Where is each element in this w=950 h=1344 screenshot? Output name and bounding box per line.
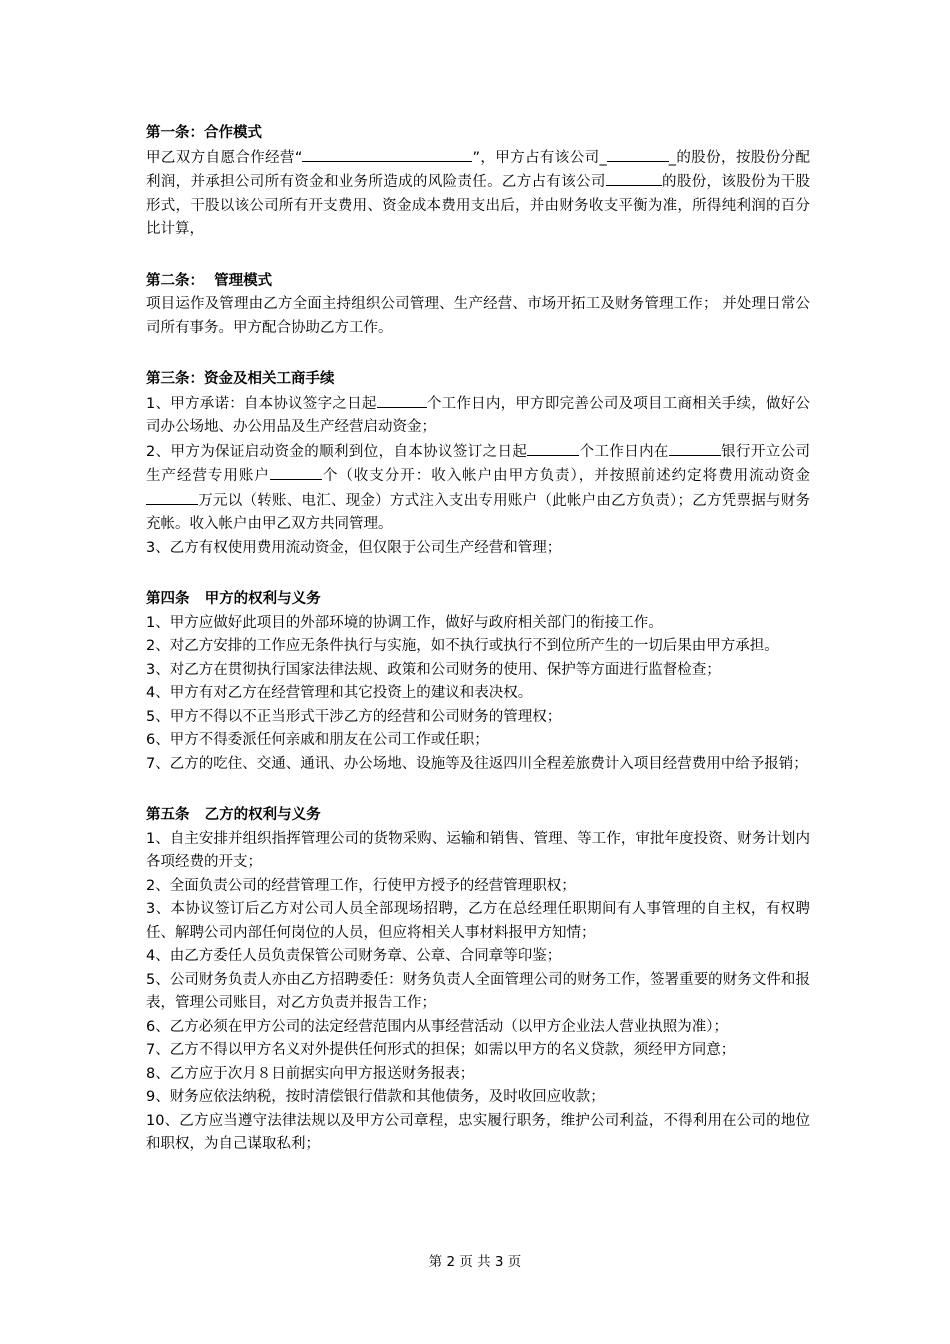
fill-in-blank xyxy=(607,146,669,162)
clause-paragraph xyxy=(146,1063,810,1087)
clause-text: 3、对乙方在贯彻执行国家法律法规、政策和公司财务的使用、保护等方面进行监督检查； xyxy=(146,661,721,678)
fill-in-blank xyxy=(302,146,472,162)
clause-paragraph xyxy=(146,898,810,945)
clause-text: 2、甲方为保证启动资金的顺利到位，自本协议签订之日起 xyxy=(146,443,528,460)
clause-paragraph xyxy=(146,875,810,899)
clause-paragraph xyxy=(146,753,810,777)
clause-text: 6、甲方不得委派任何亲戚和朋友在公司工作或任职； xyxy=(146,732,489,748)
clause-paragraph xyxy=(146,969,810,1016)
clause-paragraph xyxy=(146,1039,810,1063)
clause-text: 4、甲方有对乙方在经营管理和其它投资上的建议和表决权。 xyxy=(146,685,533,701)
article-section xyxy=(146,588,810,776)
clause-text: 3、本协议签订后乙方对公司人员全部现场招聘，乙方在总经理任职期间有人事管理的自主权，有权聘任、解聘公司内部任何岗位的人员，但应将相关人事材料报甲方知情； xyxy=(146,901,810,941)
document-body xyxy=(146,122,810,1185)
fill-in-blank xyxy=(146,489,198,505)
clause-text: 7、乙方的吃住、交通、通讯、办公场地、设施等及往返四川全程差旅费计入项目经营费用中给予报销； xyxy=(146,755,808,772)
clause-text: 10、乙方应当遵守法律法规以及甲方公司章程，忠实履行职务，维护公司利益，不得利用在公司的地位和职权，为自己谋取私利； xyxy=(146,1112,810,1152)
clause-text: 4、由乙方委任人员负责保管公司财务章、公章、合同章等印鉴； xyxy=(146,948,562,964)
clause-text: ”，甲方占有该公司_ xyxy=(472,149,607,166)
clause-paragraph xyxy=(146,635,810,659)
fill-in-blank xyxy=(270,464,322,480)
article-heading: 第四条 甲方的权利与义务 xyxy=(146,591,321,607)
clause-text: 个（收支分开：收入帐户由甲方负责），并按照前述约定将费用流动资金 xyxy=(321,468,811,484)
page-number-footer: 第 2 页 共 3 页 xyxy=(428,1254,522,1270)
clause-paragraph xyxy=(146,293,810,340)
article-section xyxy=(146,804,810,1157)
clause-text: 个工作日内，甲方即完善公司及项目工商相关手续，做好公司办公场地、办公用品及生产经营启动资金； xyxy=(146,395,810,435)
clause-paragraph xyxy=(146,828,810,875)
clause-paragraph xyxy=(146,537,810,561)
article-section xyxy=(146,122,810,242)
clause-paragraph xyxy=(146,440,810,537)
clause-paragraph xyxy=(146,659,810,683)
clause-paragraph xyxy=(146,1016,810,1040)
clause-text: 5、公司财务负责人亦由乙方招聘委任：财务负责人全面管理公司的财务工作，签署重要的财务文件和报表，管理公司账目，对乙方负责并报告工作； xyxy=(146,971,810,1011)
fill-in-blank xyxy=(606,170,662,186)
clause-text: 7、乙方不得以甲方名义对外提供任何形式的担保；如需以甲方的名义贷款，须经甲方同意； xyxy=(146,1042,736,1058)
article-heading: 第一条：合作模式 xyxy=(146,125,262,141)
clause-paragraph xyxy=(146,1110,810,1157)
clause-paragraph xyxy=(146,945,810,969)
clause-text: 银行开立公司生产经营专用账户 xyxy=(146,443,810,484)
article-heading: 第五条 乙方的权利与义务 xyxy=(146,807,321,823)
clause-paragraph xyxy=(146,612,810,636)
clause-text: 万元以（转账、电汇、现金）方式注入支出专用账户（此帐户由乙方负责）；乙方凭票据与财务充帐。收入帐户由甲乙双方共同管理。 xyxy=(146,492,810,532)
clause-text: 2、全面负责公司的经营管理工作，行使甲方授予的经营管理职权； xyxy=(146,877,576,894)
article-heading: 第二条： 管理模式 xyxy=(146,272,273,289)
clause-paragraph xyxy=(146,1086,810,1110)
clause-text: 2、对乙方安排的工作应无条件执行与实施，如不执行或执行不到位所产生的一切后果由甲方承担。 xyxy=(146,638,779,654)
clause-text: 甲乙双方自愿合作经营“ xyxy=(146,149,303,166)
clause-text: 1、甲方应做好此项目的外部环境的协调工作，做好与政府相关部门的衔接工作。 xyxy=(146,614,663,631)
clause-paragraph xyxy=(146,729,810,753)
fill-in-blank xyxy=(527,440,579,456)
clause-text: 6、乙方必须在甲方公司的法定经营范围内从事经营活动（以甲方企业法人营业执照为准）； xyxy=(146,1018,728,1035)
clause-text: _的股份，按股份分配利润，并承担公司所有资金和业务所造成的风险责任。乙方占有该公司 xyxy=(146,149,811,190)
article-heading: 第三条：资金及相关工商手续 xyxy=(146,371,335,387)
clause-text: 3、乙方有权使用费用流动资金，但仅限于公司生产经营和管理； xyxy=(146,539,562,556)
fill-in-blank xyxy=(377,392,427,408)
clause-text: 8、乙方应于次月８日前据实向甲方报送财务报表； xyxy=(146,1065,475,1082)
fill-in-blank xyxy=(669,440,721,456)
clause-text: 的股份，该股份为干股形式，干股以该公司所有开支费用、资金成本费用支出后，并由财务收支平衡为准，所得纯利润的百分比计算， xyxy=(146,174,811,237)
clause-text: 1、自主安排并组织指挥管理公司的货物采购、运输和销售、管理、等工作，审批年度投资、财务计划内各项经费的开支； xyxy=(146,830,810,870)
clause-text: 5、甲方不得以不正当形式干涉乙方的经营和公司财务的管理权； xyxy=(146,708,562,725)
article-section xyxy=(146,368,810,560)
clause-paragraph xyxy=(146,706,810,730)
clause-text: 项目运作及管理由乙方全面主持组织公司管理、生产经营、市场开拓工及财务管理工作； 并处理日常公司所有事务。甲方配合协助乙方工作。 xyxy=(146,296,810,336)
clause-text: 9、财务应依法纳税，按时清偿银行借款和其他债务，及时收回应收款； xyxy=(146,1089,605,1105)
article-section xyxy=(146,270,810,341)
clause-paragraph xyxy=(146,682,810,706)
clause-paragraph xyxy=(146,146,810,242)
clause-paragraph xyxy=(146,392,810,440)
clause-text: 1、甲方承诺：自本协议签字之日起 xyxy=(146,395,377,412)
clause-text: 个工作日内在 xyxy=(579,443,669,460)
